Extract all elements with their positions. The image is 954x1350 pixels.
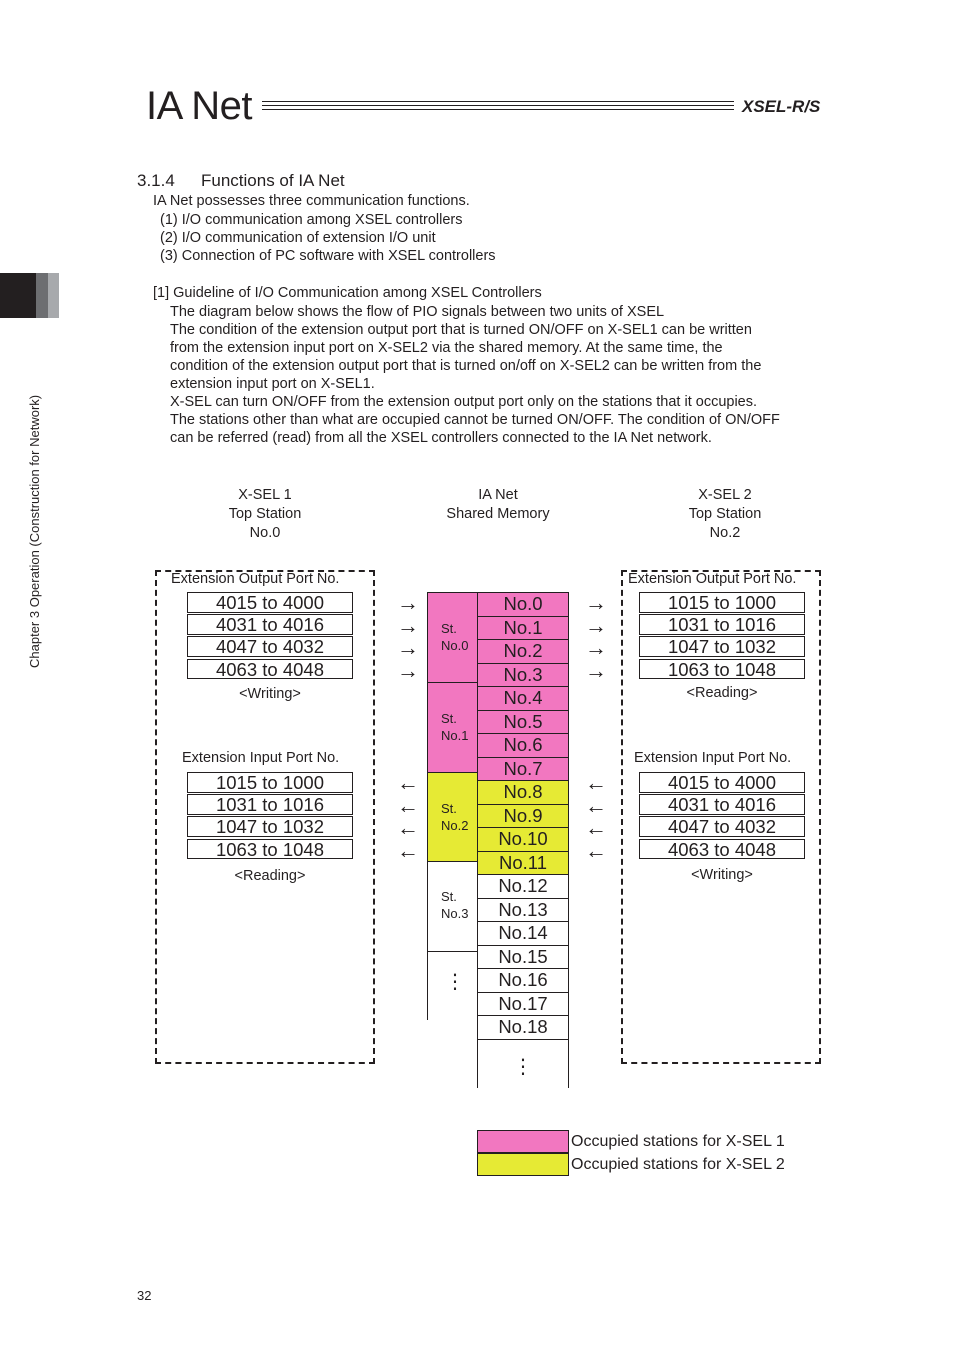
xsel2-output-ports: [639, 592, 805, 679]
xsel1-output-ports: [187, 592, 353, 679]
arrows-out-left: [396, 590, 420, 683]
memory-cell: No.16: [478, 968, 568, 992]
function-item: (1) I/O communication among XSEL controllers: [160, 212, 463, 228]
right-arrow-icon: →: [585, 635, 607, 660]
xsel2-output-note: <Reading>: [686, 685, 758, 701]
left-arrow-icon: ←: [397, 815, 419, 840]
body-line: The stations other than what are occupied cannot be turned ON/OFF. The condition of ON/OFF: [170, 412, 780, 428]
memory-cell: No.13: [478, 898, 568, 922]
xsel1-title: X-SEL 1 Top Station No.0: [228, 487, 302, 541]
xsel1-input-ports: [187, 772, 353, 859]
port-cell: 4047 to 4032: [639, 816, 805, 837]
header-rule: [262, 101, 734, 110]
memory-cell: No.15: [478, 945, 568, 969]
section-title: Functions of IA Net: [201, 171, 345, 190]
body-line: The diagram below shows the flow of PIO signals between two units of XSEL: [170, 304, 665, 320]
xsel1-input-label: Extension Input Port No.: [182, 750, 340, 766]
memory-cell: No.0: [478, 592, 568, 616]
port-cell: 1031 to 1016: [187, 794, 353, 815]
memory-cell: No.9: [478, 804, 568, 828]
port-cell: 1015 to 1000: [187, 772, 353, 793]
more-dots-icon: ⋮: [445, 971, 465, 993]
function-item: (2) I/O communication of extension I/O unit: [160, 230, 436, 246]
port-cell: 4063 to 4048: [187, 659, 353, 680]
body-line: extension input port on X-SEL1.: [170, 376, 375, 392]
shared-memory-column: [477, 592, 569, 1088]
memory-cell: No.17: [478, 992, 568, 1016]
body-line: condition of the extension output port that is turned on/off on X-SEL2 can be written from the: [170, 358, 762, 374]
left-arrow-icon: ←: [397, 792, 419, 818]
station-block-2: [427, 772, 477, 862]
port-cell: 1063 to 1048: [639, 659, 805, 680]
right-arrow-icon: →: [397, 657, 419, 683]
arrows-out-right: [584, 590, 608, 683]
function-item: (3) Connection of PC software with XSEL controllers: [160, 248, 496, 264]
station-label: St. No.1: [441, 711, 469, 743]
left-arrow-icon: ←: [397, 770, 419, 795]
station-block-0: [427, 592, 477, 682]
body-line: can be referred (read) from all the XSEL controllers connected to the IA Net network.: [170, 430, 712, 446]
xsel1-output-note: <Writing>: [239, 686, 301, 702]
legend-swatch-xsel1: [477, 1130, 569, 1153]
memory-cell: No.12: [478, 874, 568, 898]
port-cell: 4031 to 4016: [639, 794, 805, 815]
station-block-1: [427, 682, 477, 772]
port-cell: 1047 to 1032: [187, 816, 353, 837]
memory-cell: No.8: [478, 780, 568, 804]
memory-cell: No.14: [478, 921, 568, 945]
right-arrow-icon: →: [397, 635, 419, 660]
model-label: XSEL-R/S: [742, 97, 821, 116]
xsel2-output-label: Extension Output Port No.: [628, 571, 797, 587]
station-block-more: [427, 952, 477, 1020]
xsel2-title: X-SEL 2 Top Station No.2: [688, 487, 762, 541]
right-arrow-icon: →: [397, 612, 419, 638]
section-heading: [137, 171, 345, 191]
port-cell: 1047 to 1032: [639, 636, 805, 657]
port-cell: 4031 to 4016: [187, 614, 353, 635]
xsel1-output-label: Extension Output Port No.: [171, 571, 340, 587]
legend-swatch-xsel2: [477, 1153, 569, 1176]
left-arrow-icon: ←: [585, 770, 607, 795]
port-cell: 4063 to 4048: [639, 839, 805, 860]
right-arrow-icon: →: [585, 590, 607, 615]
legend-label-xsel1: Occupied stations for X-SEL 1: [571, 1133, 785, 1150]
right-arrow-icon: →: [585, 657, 607, 683]
xsel2-input-label: Extension Input Port No.: [634, 750, 792, 766]
station-block-3: [427, 862, 477, 952]
shared-memory-title: IA Net Shared Memory: [446, 487, 550, 522]
port-cell: 4047 to 4032: [187, 636, 353, 657]
memory-cell: No.1: [478, 616, 568, 640]
more-dots-icon: ⋮: [513, 1055, 533, 1078]
port-cell: 1015 to 1000: [639, 592, 805, 613]
station-label: St. No.3: [441, 889, 469, 921]
right-arrow-icon: →: [397, 590, 419, 615]
chapter-tab: [0, 273, 59, 318]
left-arrow-icon: ←: [585, 792, 607, 818]
body-line: The condition of the extension output port that is turned ON/OFF on X-SEL1 can be written: [170, 322, 752, 338]
memory-cell: No.4: [478, 686, 568, 710]
memory-cell: No.11: [478, 851, 568, 875]
port-cell: 4015 to 4000: [639, 772, 805, 793]
intro-text: IA Net possesses three communication functions.: [153, 193, 470, 209]
page-number: 32: [137, 1288, 152, 1303]
subsection-heading: [1] Guideline of I/O Communication among XSEL Controllers: [153, 285, 542, 301]
port-cell: 1031 to 1016: [639, 614, 805, 635]
memory-cell: No.7: [478, 757, 568, 781]
station-label: St. No.2: [441, 801, 469, 833]
xsel2-input-note: <Writing>: [691, 867, 753, 883]
left-arrow-icon: ←: [585, 815, 607, 840]
memory-cell-more: [478, 1039, 568, 1108]
memory-cell: No.3: [478, 663, 568, 687]
subsection-body: [170, 303, 780, 447]
memory-cell: No.6: [478, 733, 568, 757]
page-title: IA Net: [146, 84, 252, 128]
memory-cell: No.18: [478, 1015, 568, 1039]
body-line: from the extension input port on X-SEL2 via the shared memory. At the same time, the: [170, 340, 723, 356]
right-arrow-icon: →: [585, 612, 607, 638]
left-arrow-icon: ←: [585, 837, 607, 863]
port-cell: 1063 to 1048: [187, 839, 353, 860]
port-cell: 4015 to 4000: [187, 592, 353, 613]
memory-cell: No.2: [478, 639, 568, 663]
memory-cell: No.5: [478, 710, 568, 734]
station-label: St. No.0: [441, 621, 469, 653]
xsel1-input-note: <Reading>: [234, 868, 306, 884]
xsel2-input-ports: [639, 772, 805, 859]
legend-label-xsel2: Occupied stations for X-SEL 2: [571, 1156, 785, 1173]
arrows-in-right: [584, 770, 608, 863]
arrows-in-left: [396, 770, 420, 863]
memory-cell: No.10: [478, 827, 568, 851]
body-line: X-SEL can turn ON/OFF from the extension output port only on the stations that it occupies.: [170, 394, 758, 410]
left-arrow-icon: ←: [397, 837, 419, 863]
section-number: 3.1.4: [137, 171, 175, 190]
chapter-label: Chapter 3 Operation (Construction for Network): [27, 394, 42, 668]
